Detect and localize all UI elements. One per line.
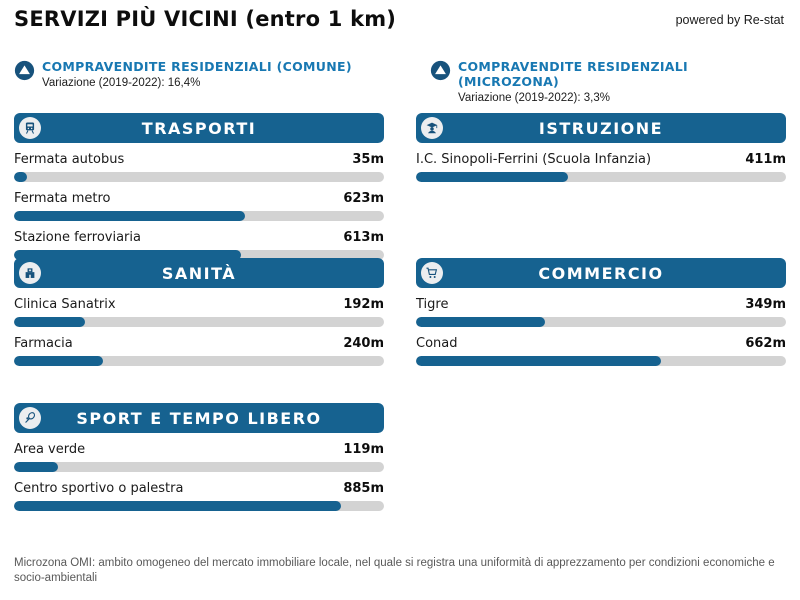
service-label: Fermata autobus xyxy=(14,152,125,167)
service-distance: 119m xyxy=(343,442,384,457)
section-title: ISTRUZIONE xyxy=(538,118,664,138)
student-icon xyxy=(421,117,443,139)
service-row xyxy=(14,191,384,221)
badge-subtitle: Variazione (2019-2022): 3,3% xyxy=(458,92,610,104)
badge-title: COMPRAVENDITE RESIDENZIALI (COMUNE) xyxy=(42,59,352,74)
distance-bar-fill xyxy=(14,211,245,221)
distance-bar-track xyxy=(14,211,384,221)
badge-subtitle: Variazione (2019-2022): 16,4% xyxy=(42,77,201,89)
section-title: COMMERCIO xyxy=(538,263,664,283)
distance-bar-fill xyxy=(14,356,103,366)
service-label: Tigre xyxy=(416,297,449,312)
service-label: Area verde xyxy=(14,442,86,457)
powered-by-label: powered by Re-stat xyxy=(675,13,784,27)
service-distance: 885m xyxy=(343,481,384,496)
service-distance: 349m xyxy=(745,297,786,312)
distance-bar-fill xyxy=(14,172,27,182)
distance-bar-track xyxy=(416,172,786,182)
section-header xyxy=(416,258,786,288)
service-row xyxy=(14,230,384,260)
cart-icon xyxy=(421,262,443,284)
service-row xyxy=(416,297,786,327)
service-distance: 623m xyxy=(343,191,384,206)
section-commercio xyxy=(416,258,786,403)
service-distance: 35m xyxy=(352,152,384,167)
distance-bar-fill xyxy=(416,317,545,327)
distance-bar-track xyxy=(14,501,384,511)
distance-bar-track xyxy=(416,356,786,366)
section-header xyxy=(14,258,384,288)
trend-up-icon xyxy=(430,60,451,81)
section-header xyxy=(14,403,384,433)
badge-microzona xyxy=(400,59,786,104)
service-row xyxy=(14,481,384,511)
distance-bar-track xyxy=(416,317,786,327)
distance-bar-track xyxy=(14,172,384,182)
section-header xyxy=(14,113,384,143)
trend-up-icon xyxy=(14,60,35,81)
service-row xyxy=(14,442,384,472)
distance-bar-fill xyxy=(14,462,58,472)
distance-bar-fill xyxy=(416,356,661,366)
service-distance: 662m xyxy=(745,336,786,351)
service-distance: 192m xyxy=(343,297,384,312)
service-label: Fermata metro xyxy=(14,191,111,206)
sections-grid xyxy=(14,113,786,511)
section-title: SPORT E TEMPO LIBERO xyxy=(76,408,322,428)
badge-title: COMPRAVENDITE RESIDENZIALI (MICROZONA) xyxy=(458,59,688,89)
section-title: SANITÀ xyxy=(161,263,237,283)
service-label: Centro sportivo o palestra xyxy=(14,481,184,496)
distance-bar-track xyxy=(14,317,384,327)
hospital-icon xyxy=(19,262,41,284)
service-row xyxy=(14,152,384,182)
service-label: Farmacia xyxy=(14,336,73,351)
kpi-badges xyxy=(14,59,786,104)
page-title: SERVIZI PIÙ VICINI (entro 1 km) xyxy=(14,7,397,31)
service-distance: 613m xyxy=(343,230,384,245)
service-label: I.C. Sinopoli-Ferrini (Scuola Infanzia) xyxy=(416,152,652,167)
distance-bar-fill xyxy=(14,501,341,511)
section-trasporti xyxy=(14,113,384,258)
distance-bar-fill xyxy=(14,317,85,327)
train-icon xyxy=(19,117,41,139)
racket-icon xyxy=(19,407,41,429)
section-sport xyxy=(14,403,384,511)
section-sanita xyxy=(14,258,384,403)
badge-comune xyxy=(14,59,400,104)
service-row xyxy=(14,336,384,366)
service-row xyxy=(416,152,786,182)
service-distance: 411m xyxy=(745,152,786,167)
service-row xyxy=(416,336,786,366)
distance-bar-track xyxy=(14,356,384,366)
section-istruzione xyxy=(416,113,786,258)
distance-bar-track xyxy=(14,462,384,472)
service-distance: 240m xyxy=(343,336,384,351)
section-header xyxy=(416,113,786,143)
section-title: TRASPORTI xyxy=(141,118,257,138)
service-row xyxy=(14,297,384,327)
service-label: Clinica Sanatrix xyxy=(14,297,116,312)
microzona-footnote: Microzona OMI: ambito omogeneo del mercato immobiliare locale, nel quale si registra una uniformità di apprezzamento per condizioni economiche e socio-ambientali xyxy=(14,557,775,584)
service-label: Conad xyxy=(416,336,458,351)
service-label: Stazione ferroviaria xyxy=(14,230,141,245)
distance-bar-fill xyxy=(416,172,568,182)
